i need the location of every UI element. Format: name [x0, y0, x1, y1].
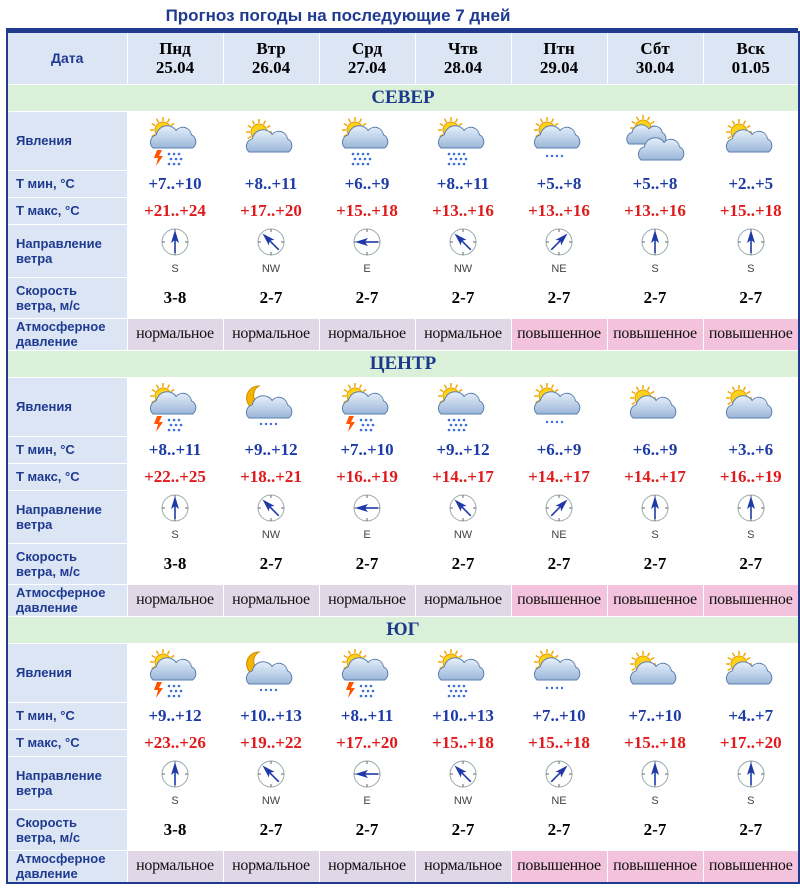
label-line: давление — [16, 334, 78, 349]
wind-speed-value: 2-7 — [319, 809, 415, 850]
wind-rose-icon — [544, 759, 574, 794]
header-row — [7, 32, 799, 84]
tmax-value: +18..+21 — [223, 463, 319, 490]
wind-direction-cell — [415, 224, 511, 277]
tmax-value: +13..+16 — [607, 197, 703, 224]
wind-rose-icon — [736, 493, 766, 528]
tmin-value: +5..+8 — [607, 170, 703, 197]
wind-direction-cell — [319, 224, 415, 277]
pressure-row — [7, 850, 799, 883]
wind-rose-icon — [352, 493, 382, 528]
pressure-value: нормальное — [319, 584, 415, 616]
day-date: 27.04 — [347, 58, 387, 78]
wind-rose-icon — [544, 227, 574, 262]
tmin-label: Т мин, °С — [7, 170, 127, 197]
wind-speed-value: 2-7 — [511, 277, 607, 318]
wind-speed-value: 2-7 — [703, 277, 799, 318]
wind-direction-label — [7, 224, 127, 277]
wind-rose-icon — [352, 759, 382, 794]
pressure-value: повышенное — [703, 584, 799, 616]
day-header — [607, 32, 703, 84]
sun-cloud-icon — [607, 643, 703, 702]
wind-direction-text: NE — [551, 262, 567, 275]
wind-rose-icon — [640, 493, 670, 528]
wind-speed-row — [7, 277, 799, 318]
tmin-value: +5..+8 — [511, 170, 607, 197]
tmax-row — [7, 729, 799, 756]
day-header — [511, 32, 607, 84]
pressure-value: повышенное — [607, 584, 703, 616]
tmax-value: +13..+16 — [415, 197, 511, 224]
pressure-value: нормальное — [319, 318, 415, 350]
sun-cloud-storm-rain-icon — [319, 377, 415, 436]
sun-cloud-storm-rain-icon — [127, 377, 223, 436]
wind-speed-value: 2-7 — [415, 809, 511, 850]
label-line: давление — [16, 600, 78, 615]
pressure-value: повышенное — [511, 318, 607, 350]
label-line: Атмосферное — [16, 851, 106, 866]
wind-speed-value: 2-7 — [415, 543, 511, 584]
phenomena-row — [7, 643, 799, 702]
pressure-value: повышенное — [703, 850, 799, 883]
label-line: Скорость — [16, 548, 77, 564]
pressure-value: нормальное — [127, 850, 223, 883]
label-line: ветра, м/с — [16, 829, 81, 845]
sun-cloud-light-rain-icon — [511, 643, 607, 702]
wind-direction-cell — [511, 224, 607, 277]
wind-speed-value: 2-7 — [607, 277, 703, 318]
sun-cloud-rain-icon — [319, 111, 415, 170]
wind-direction-cell — [127, 490, 223, 543]
tmin-value: +7..+10 — [319, 436, 415, 463]
wind-direction-cell — [607, 756, 703, 809]
tmin-value: +6..+9 — [511, 436, 607, 463]
label-line: Скорость — [16, 814, 77, 830]
pressure-value: нормальное — [223, 318, 319, 350]
pressure-value: нормальное — [415, 850, 511, 883]
phenomena-label: Явления — [7, 111, 127, 170]
wind-direction-cell — [223, 756, 319, 809]
wind-rose-icon — [640, 227, 670, 262]
wind-direction-text: NE — [551, 794, 567, 807]
wind-direction-row — [7, 224, 799, 277]
day-date: 28.04 — [443, 58, 483, 78]
wind-speed-value: 3-8 — [127, 543, 223, 584]
wind-direction-text: NW — [261, 528, 281, 541]
wind-direction-text: S — [171, 262, 179, 275]
tmax-value: +22..+25 — [127, 463, 223, 490]
pressure-value: повышенное — [511, 584, 607, 616]
tmin-row — [7, 436, 799, 463]
tmax-value: +16..+19 — [319, 463, 415, 490]
wind-direction-cell — [319, 756, 415, 809]
wind-direction-cell — [607, 490, 703, 543]
pressure-value: нормальное — [415, 318, 511, 350]
pressure-label — [7, 850, 127, 883]
wind-speed-value: 3-8 — [127, 809, 223, 850]
label-line: Направление — [16, 767, 102, 783]
wind-speed-value: 2-7 — [415, 277, 511, 318]
pressure-value: нормальное — [223, 850, 319, 883]
region-header — [7, 350, 799, 377]
label-line: Скорость — [16, 282, 77, 298]
pressure-value: нормальное — [127, 584, 223, 616]
tmax-label: Т макс, °С — [7, 729, 127, 756]
tmax-value: +15..+18 — [511, 729, 607, 756]
tmax-value: +19..+22 — [223, 729, 319, 756]
pressure-row — [7, 584, 799, 616]
pressure-value: повышенное — [607, 318, 703, 350]
tmin-value: +7..+10 — [607, 702, 703, 729]
date-header: Дата — [7, 32, 127, 84]
pressure-value: повышенное — [607, 850, 703, 883]
day-date: 25.04 — [155, 58, 195, 78]
wind-speed-value: 2-7 — [223, 543, 319, 584]
sun-cloud-rain-icon — [415, 643, 511, 702]
tmin-value: +8..+11 — [223, 170, 319, 197]
sun-cloud-storm-rain-icon — [127, 643, 223, 702]
forecast-table — [6, 31, 800, 884]
label-line: ветра — [16, 782, 53, 798]
wind-direction-text: E — [363, 528, 371, 541]
day-header — [703, 32, 799, 84]
wind-direction-row — [7, 756, 799, 809]
day-date: 01.05 — [731, 58, 770, 78]
tmin-value: +9..+12 — [223, 436, 319, 463]
wind-rose-icon — [352, 227, 382, 262]
label-line: ветра, м/с — [16, 563, 81, 579]
wind-speed-value: 2-7 — [607, 543, 703, 584]
sun-cloud-light-rain-icon — [511, 111, 607, 170]
tmax-value: +14..+17 — [415, 463, 511, 490]
tmin-value: +2..+5 — [703, 170, 799, 197]
wind-direction-label — [7, 490, 127, 543]
day-header — [319, 32, 415, 84]
wind-direction-text: S — [747, 794, 755, 807]
pressure-label — [7, 584, 127, 616]
wind-direction-cell — [127, 756, 223, 809]
tmin-value: +9..+12 — [415, 436, 511, 463]
tmin-value: +8..+11 — [415, 170, 511, 197]
pressure-label — [7, 318, 127, 350]
wind-direction-cell — [511, 756, 607, 809]
wind-speed-label — [7, 543, 127, 584]
pressure-value: повышенное — [511, 850, 607, 883]
wind-speed-value: 2-7 — [223, 277, 319, 318]
day-header — [127, 32, 223, 84]
tmin-label: Т мин, °С — [7, 436, 127, 463]
tmin-value: +9..+12 — [127, 702, 223, 729]
wind-direction-text: S — [651, 528, 659, 541]
tmin-value: +7..+10 — [511, 702, 607, 729]
tmax-value: +16..+19 — [703, 463, 799, 490]
sun-cloud-icon — [223, 111, 319, 170]
day-name: Пнд — [159, 39, 191, 59]
pressure-row — [7, 318, 799, 350]
wind-rose-icon — [256, 227, 286, 262]
region-name: СЕВЕР — [7, 84, 799, 111]
sun-cloud-icon — [703, 377, 799, 436]
day-date: 26.04 — [251, 58, 291, 78]
moon-cloud-icon — [223, 377, 319, 436]
label-line: давление — [16, 866, 78, 881]
wind-direction-text: E — [363, 794, 371, 807]
wind-direction-cell — [703, 224, 799, 277]
sun-cloud-storm-rain-icon — [319, 643, 415, 702]
wind-direction-cell — [703, 490, 799, 543]
wind-speed-value: 2-7 — [319, 277, 415, 318]
wind-direction-text: E — [363, 262, 371, 275]
wind-speed-value: 2-7 — [511, 543, 607, 584]
region-header — [7, 84, 799, 111]
wind-speed-value: 2-7 — [703, 809, 799, 850]
tmax-value: +13..+16 — [511, 197, 607, 224]
wind-direction-cell — [703, 756, 799, 809]
region-name: ЮГ — [7, 616, 799, 643]
phenomena-row — [7, 377, 799, 436]
tmax-label: Т макс, °С — [7, 463, 127, 490]
wind-direction-cell — [223, 224, 319, 277]
wind-direction-cell — [223, 490, 319, 543]
wind-direction-text: NW — [453, 528, 473, 541]
wind-speed-row — [7, 809, 799, 850]
wind-rose-icon — [736, 227, 766, 262]
tmin-row — [7, 702, 799, 729]
wind-rose-icon — [736, 759, 766, 794]
wind-direction-text: S — [651, 262, 659, 275]
wind-speed-label — [7, 277, 127, 318]
day-name: Сбт — [640, 39, 670, 59]
day-date: 30.04 — [635, 58, 675, 78]
sun-cloud-icon — [703, 111, 799, 170]
wind-direction-text: S — [747, 262, 755, 275]
day-name: Срд — [351, 39, 383, 59]
wind-direction-text: S — [171, 794, 179, 807]
label-line: Атмосферное — [16, 319, 106, 334]
phenomena-label: Явления — [7, 377, 127, 436]
sun-cloud-light-rain-icon — [511, 377, 607, 436]
wind-direction-cell — [607, 224, 703, 277]
day-name: Чтв — [447, 39, 478, 59]
tmin-label: Т мин, °С — [7, 702, 127, 729]
wind-direction-text: NW — [261, 794, 281, 807]
pressure-value: нормальное — [415, 584, 511, 616]
wind-rose-icon — [448, 759, 478, 794]
tmax-row — [7, 197, 799, 224]
wind-direction-cell — [415, 756, 511, 809]
wind-rose-icon — [256, 759, 286, 794]
wind-direction-text: S — [171, 528, 179, 541]
sun-double-cloud-icon — [607, 111, 703, 170]
tmin-value: +6..+9 — [607, 436, 703, 463]
wind-direction-text: S — [747, 528, 755, 541]
wind-direction-text: NW — [261, 262, 281, 275]
tmax-value: +17..+20 — [703, 729, 799, 756]
label-line: ветра — [16, 516, 53, 532]
day-name: Втр — [256, 39, 286, 59]
wind-speed-value: 2-7 — [703, 543, 799, 584]
tmax-value: +17..+20 — [223, 197, 319, 224]
sun-cloud-storm-rain-icon — [127, 111, 223, 170]
tmax-value: +17..+20 — [319, 729, 415, 756]
pressure-value: повышенное — [703, 318, 799, 350]
wind-direction-cell — [415, 490, 511, 543]
sun-cloud-rain-icon — [415, 111, 511, 170]
wind-rose-icon — [640, 759, 670, 794]
label-line: Направление — [16, 235, 102, 251]
tmin-value: +8..+11 — [127, 436, 223, 463]
day-name: Птн — [543, 39, 575, 59]
sun-cloud-icon — [607, 377, 703, 436]
tmax-value: +23..+26 — [127, 729, 223, 756]
day-date: 29.04 — [539, 58, 579, 78]
wind-rose-icon — [448, 227, 478, 262]
tmax-value: +15..+18 — [703, 197, 799, 224]
page-title: Прогноз погоды на последующие 7 дней — [165, 6, 511, 25]
wind-direction-cell — [127, 224, 223, 277]
wind-direction-cell — [319, 490, 415, 543]
wind-speed-value: 2-7 — [511, 809, 607, 850]
region-header — [7, 616, 799, 643]
wind-rose-icon — [160, 759, 190, 794]
label-line: Направление — [16, 501, 102, 517]
wind-rose-icon — [256, 493, 286, 528]
wind-direction-cell — [511, 490, 607, 543]
wind-speed-value: 2-7 — [319, 543, 415, 584]
phenomena-row — [7, 111, 799, 170]
wind-direction-text: NE — [551, 528, 567, 541]
tmin-value: +3..+6 — [703, 436, 799, 463]
pressure-value: нормальное — [223, 584, 319, 616]
wind-direction-text: NW — [453, 794, 473, 807]
tmin-row — [7, 170, 799, 197]
wind-rose-icon — [160, 227, 190, 262]
label-line: ветра, м/с — [16, 297, 81, 313]
tmax-value: +15..+18 — [415, 729, 511, 756]
moon-cloud-icon — [223, 643, 319, 702]
sun-cloud-icon — [703, 643, 799, 702]
wind-speed-value: 2-7 — [223, 809, 319, 850]
tmax-value: +15..+18 — [319, 197, 415, 224]
wind-direction-row — [7, 490, 799, 543]
tmin-value: +10..+13 — [415, 702, 511, 729]
sun-cloud-rain-icon — [415, 377, 511, 436]
phenomena-label: Явления — [7, 643, 127, 702]
tmin-value: +10..+13 — [223, 702, 319, 729]
pressure-value: нормальное — [319, 850, 415, 883]
wind-rose-icon — [448, 493, 478, 528]
tmin-value: +6..+9 — [319, 170, 415, 197]
day-header — [415, 32, 511, 84]
pressure-value: нормальное — [127, 318, 223, 350]
wind-speed-value: 2-7 — [607, 809, 703, 850]
wind-direction-label — [7, 756, 127, 809]
tmax-value: +21..+24 — [127, 197, 223, 224]
tmax-label: Т макс, °С — [7, 197, 127, 224]
tmax-row — [7, 463, 799, 490]
tmax-value: +14..+17 — [607, 463, 703, 490]
wind-speed-label — [7, 809, 127, 850]
wind-rose-icon — [160, 493, 190, 528]
tmin-value: +7..+10 — [127, 170, 223, 197]
wind-speed-row — [7, 543, 799, 584]
tmax-value: +14..+17 — [511, 463, 607, 490]
tmin-value: +4..+7 — [703, 702, 799, 729]
day-name: Вск — [736, 39, 766, 59]
region-name: ЦЕНТР — [7, 350, 799, 377]
label-line: Атмосферное — [16, 585, 106, 600]
wind-speed-value: 3-8 — [127, 277, 223, 318]
wind-direction-text: S — [651, 794, 659, 807]
tmin-value: +8..+11 — [319, 702, 415, 729]
wind-direction-text: NW — [453, 262, 473, 275]
label-line: ветра — [16, 250, 53, 266]
day-header — [223, 32, 319, 84]
tmax-value: +15..+18 — [607, 729, 703, 756]
wind-rose-icon — [544, 493, 574, 528]
